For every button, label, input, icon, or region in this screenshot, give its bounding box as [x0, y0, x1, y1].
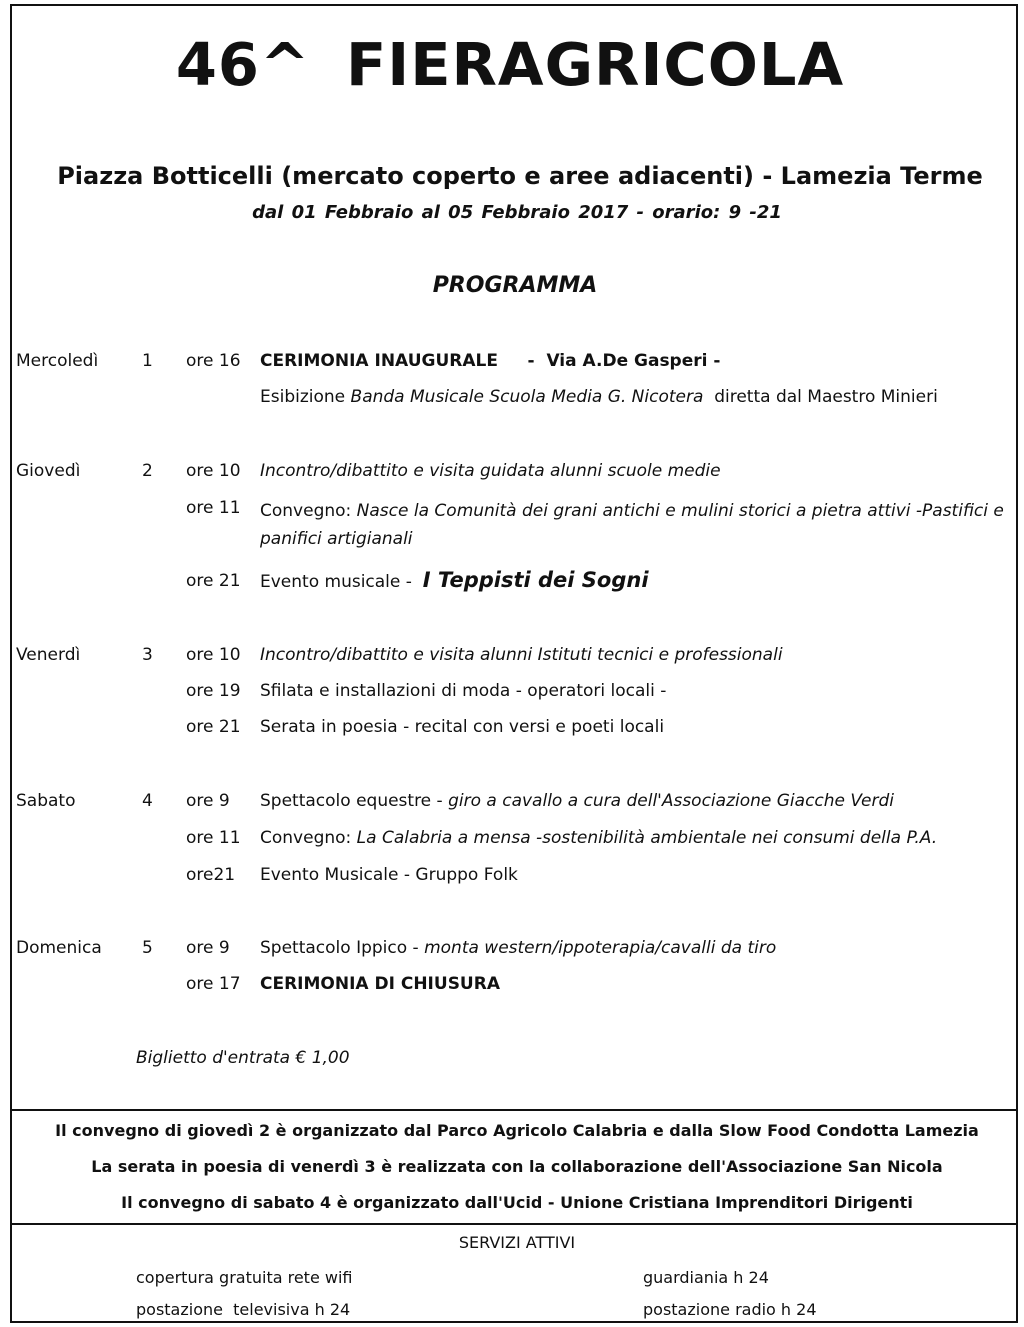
event-text: CERIMONIA DI CHIUSURA [260, 974, 500, 994]
event-text-plain: Convegno: [260, 828, 357, 848]
service-item: postazione televisiva h 24 [136, 1300, 351, 1319]
organizer-note: La serata in poesia di venerdì 3 è realizzata con la collaborazione dell'Associazione San Nicola [91, 1157, 943, 1176]
event-text: Evento Musicale - Gruppo Folk [260, 865, 518, 885]
event-hour: ore 16 [186, 351, 241, 371]
event-text-plain: Esibizione [260, 387, 351, 407]
services-title: SERVIZI ATTIVI [458, 1233, 576, 1252]
event-text-plain: Spettacolo Ippico - [260, 938, 425, 958]
event-text-plain: Spettacolo equestre - [260, 791, 449, 811]
band-name: I Teppisti dei Sogni [422, 568, 649, 592]
event-hour: ore 19 [186, 681, 241, 701]
day-name: Mercoledì [16, 351, 99, 371]
event-text: Serata in poesia - recital con versi e poeti locali [260, 717, 665, 737]
event-text [260, 938, 776, 958]
event-hour: ore 11 [186, 498, 241, 518]
day-name: Giovedì [16, 461, 81, 481]
event-hour: ore 9 [186, 938, 230, 958]
event-text-italic: monta western/ippoterapia/cavalli da tiro [424, 938, 777, 958]
day-number: 1 [142, 351, 153, 371]
event-hour: ore 10 [186, 645, 241, 665]
event-text: Sfilata e installazioni di moda - operatori locali - [260, 681, 667, 701]
event-hour: ore21 [186, 865, 236, 885]
event-hour: ore 21 [186, 571, 241, 591]
event-hour: ore 11 [186, 828, 241, 848]
day-name: Domenica [16, 938, 102, 958]
event-text [260, 351, 720, 371]
event-hour: ore 17 [186, 974, 241, 994]
event-hour: ore 21 [186, 717, 241, 737]
event-text [260, 568, 649, 592]
event-hour: ore 9 [186, 791, 230, 811]
day-name: Venerdì [16, 645, 81, 665]
day-number: 5 [142, 938, 153, 958]
event-text-plain: Evento musicale - [260, 572, 423, 592]
service-item: guardiania h 24 [643, 1268, 769, 1287]
event-text-plain: Convegno: [260, 501, 357, 521]
event-text-italic: Banda Musicale Scuola Media G. Nicotera [350, 387, 704, 407]
event-separator: - [497, 351, 547, 371]
event-text [260, 791, 894, 811]
day-number: 3 [142, 645, 153, 665]
program-heading: PROGRAMMA [432, 273, 598, 298]
event-text-plain: diretta dal Maestro Minieri [703, 387, 938, 407]
service-item: copertura gratuita rete wifi [136, 1268, 353, 1287]
organizer-note: Il convegno di giovedì 2 è organizzato dal Parco Agricolo Calabria e dalla Slow Food Condotta Lamezia [55, 1121, 979, 1140]
event-text [260, 828, 937, 848]
event-text-italic: Nasce la Comunità dei grani antichi e mulini storici a pietra attivi -Pastifici e panifici artigianali [260, 501, 1004, 549]
event-dates: dal 01 Febbraio al 05 Febbraio 2017 - orario: 9 -21 [252, 202, 782, 223]
event-text-italic: giro a cavallo a cura dell'Associazione Giacche Verdi [448, 791, 894, 811]
ticket-price: Biglietto d'entrata € 1,00 [136, 1048, 350, 1068]
service-item: postazione radio h 24 [643, 1300, 817, 1319]
divider [12, 1223, 1016, 1225]
event-title: CERIMONIA INAUGURALE [260, 351, 498, 371]
venue: Piazza Botticelli (mercato coperto e aree adiacenti) - Lamezia Terme [57, 162, 983, 190]
poster-title: 46^ FIERAGRICOLA [175, 30, 845, 99]
day-number: 2 [142, 461, 153, 481]
day-name: Sabato [16, 791, 76, 811]
event-text [260, 497, 1005, 553]
event-text-italic: La Calabria a mensa -sostenibilità ambientale nei consumi della P.A. [356, 828, 938, 848]
day-number: 4 [142, 791, 153, 811]
event-text [260, 387, 938, 407]
event-hour: ore 10 [186, 461, 241, 481]
event-place: Via A.De Gasperi - [546, 351, 721, 371]
event-text: Incontro/dibattito e visita alunni Istituti tecnici e professionali [260, 645, 783, 665]
divider [12, 1109, 1016, 1111]
event-text: Incontro/dibattito e visita guidata alunni scuole medie [260, 461, 721, 481]
organizer-note: Il convegno di sabato 4 è organizzato dall'Ucid - Unione Cristiana Imprenditori Dirigenti [121, 1193, 913, 1212]
